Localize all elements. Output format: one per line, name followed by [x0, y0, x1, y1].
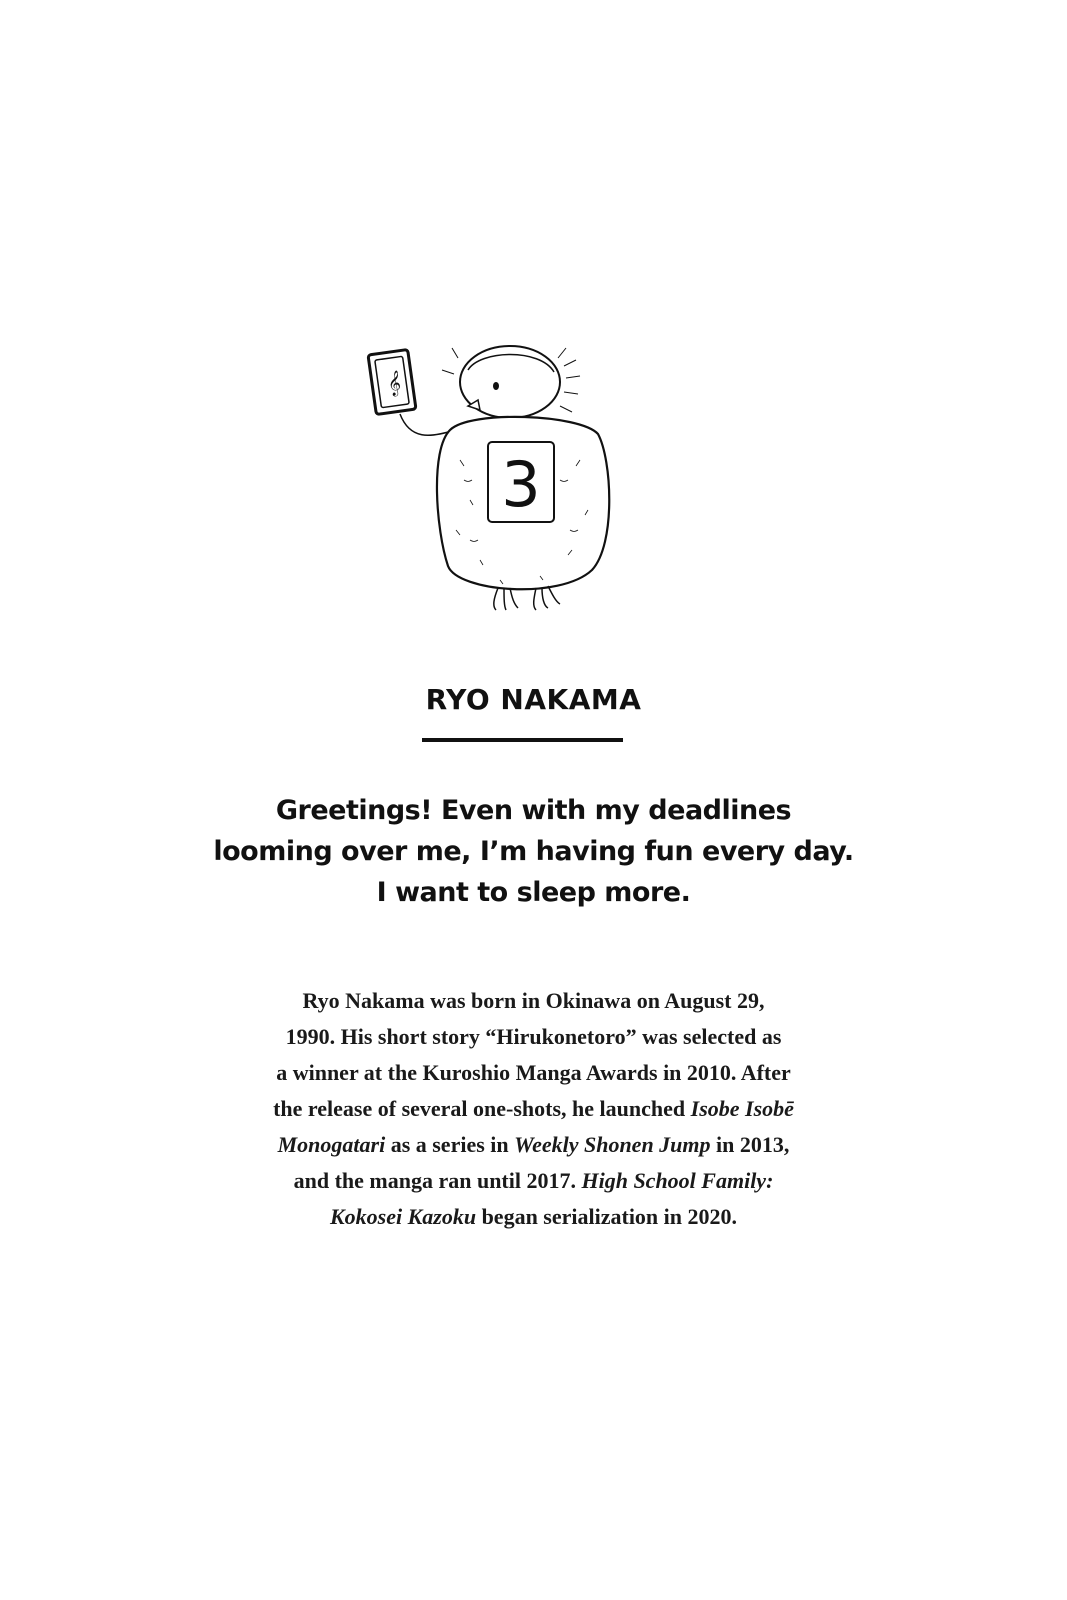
penguin-in-blanket-drawing — [360, 330, 660, 630]
smartphone-icon — [368, 350, 416, 415]
greeting-line: looming over me, I’m having fun every day. — [213, 836, 854, 867]
magazine-title: Weekly Shonen Jump — [514, 1132, 711, 1157]
series-title: High School Family: — [581, 1168, 774, 1193]
bio-text: as a series in — [385, 1132, 515, 1157]
bio-line: Ryo Nakama was born in Okinawa on August 29, — [302, 988, 765, 1013]
greeting-line: I want to sleep more. — [376, 877, 691, 908]
series-title: Isobe Isobē — [690, 1096, 794, 1121]
treble-clef-icon: 𝄞 — [388, 371, 402, 396]
heading-underline — [422, 738, 623, 742]
bio-text: in 2013, — [710, 1132, 790, 1157]
bio-text: the release of several one-shots, he launched — [273, 1096, 691, 1121]
author-self-portrait-illustration — [360, 330, 660, 630]
greeting-line: Greetings! Even with my deadlines — [275, 795, 792, 826]
author-name-heading: RYO NAKAMA — [425, 683, 642, 716]
bio-line — [0, 1163, 1067, 1199]
badge-number: 3 — [501, 448, 541, 521]
bio-line — [0, 1091, 1067, 1127]
bio-text: and the manga ran until 2017. — [293, 1168, 582, 1193]
series-title: Monogatari — [277, 1132, 386, 1157]
bio-line — [0, 1199, 1067, 1235]
series-title: Kokosei Kazoku — [329, 1204, 477, 1229]
author-biography — [0, 983, 1067, 1235]
bio-line: 1990. His short story “Hirukonetoro” was selected as — [285, 1024, 782, 1049]
bio-line — [0, 1127, 1067, 1163]
bio-text: began serialization in 2020. — [476, 1204, 738, 1229]
author-greeting — [0, 790, 1067, 913]
bio-line: a winner at the Kuroshio Manga Awards in 2010. After — [276, 1060, 791, 1085]
